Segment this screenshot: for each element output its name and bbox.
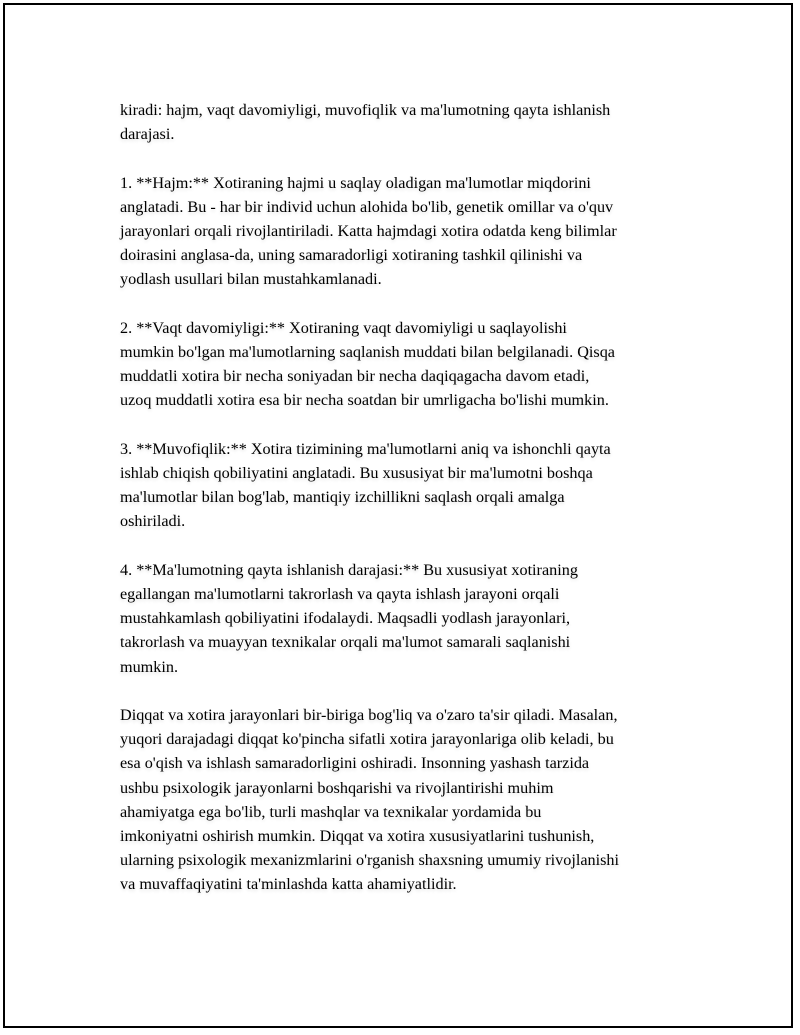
paragraph-intro: kiradi: hajm, vaqt davomiyligi, muvofiqlik va ma'lumotning qayta ishlanish darajasi. (120, 101, 611, 144)
paragraph-muvofiqlik: 3. **Muvofiqlik:** Xotira tizimining ma'lumotlarni aniq va ishonchli qayta ishlab chiqish qobiliyatini anglatadi. Bu xususiyat bir ma'lumotni boshqa ma'lumotlar bilan bog'lab, mantiqiy izchillikni saqlash orqali amalga oshiriladi. (120, 439, 611, 531)
paragraph-vaqt-davomiyligi: 2. **Vaqt davomiyligi:** Xotiraning vaqt davomiyligi u saqlayolishi mumkin bo'lgan ma'lumotlarning saqlanish muddati bilan belgilanadi. Qisqa muddatli xotira bir necha soniyadan bir necha daqiqagacha davom etadi, uzoq muddatli xotira esa bir necha soatdan bir umrligacha bo'lishi mumkin. (120, 318, 615, 410)
paragraph-conclusion: Diqqat va xotira jarayonlari bir-biriga bog'liq va o'zaro ta'sir qiladi. Masalan, yuqori darajadagi diqqat ko'pincha sifatli xotira jarayonlariga olib keladi, bu esa o'qish va ishlash samaradorligini oshiradi. Insonning yashash tarzida ushbu psixologik jarayonlarni boshqarishi va rivojlantirishi muhim ahamiyatga ega bo'lib, turli mashqlar va texnikalar yordamida bu imkoniyatni oshirish mumkin. Diqqat va xotira xususiyatlarini tushunish, ularning psixologik mexanizmlarini o'rganish shaxsning umumiy rivojlanishi va muvaffaqiyatini ta'minlashda katta ahamiyatlidir. (120, 706, 619, 894)
paragraph-hajm: 1. **Hajm:** Xotiraning hajmi u saqlay oladigan ma'lumotlar miqdorini anglatadi. Bu - har bir individ uchun alohida bo'lib, genetik omillar va o'quv jarayonlari orqali rivojlantiriladi. Katta hajmdagi xotira odatda keng bilimlar doirasini anglasa-da, uning samaradorligi xotiraning tashkil qilinishi va yodlash usullari bilan mustahkamlanadi. (120, 173, 617, 289)
paragraph-qayta-ishlanish: 4. **Ma'lumotning qayta ishlanish darajasi:** Bu xususiyat xotiraning egallangan ma'lumotlarni takrorlash va qayta ishlash jarayoni orqali mustahkamlash qobiliyatini ifodalaydi. Maqsadli yodlash jarayonlari, takrorlash va muayyan texnikalar orqali ma'lumot samarali saqlanishi mumkin. (120, 560, 578, 676)
page-frame (3, 3, 793, 1028)
document-body (120, 98, 705, 897)
